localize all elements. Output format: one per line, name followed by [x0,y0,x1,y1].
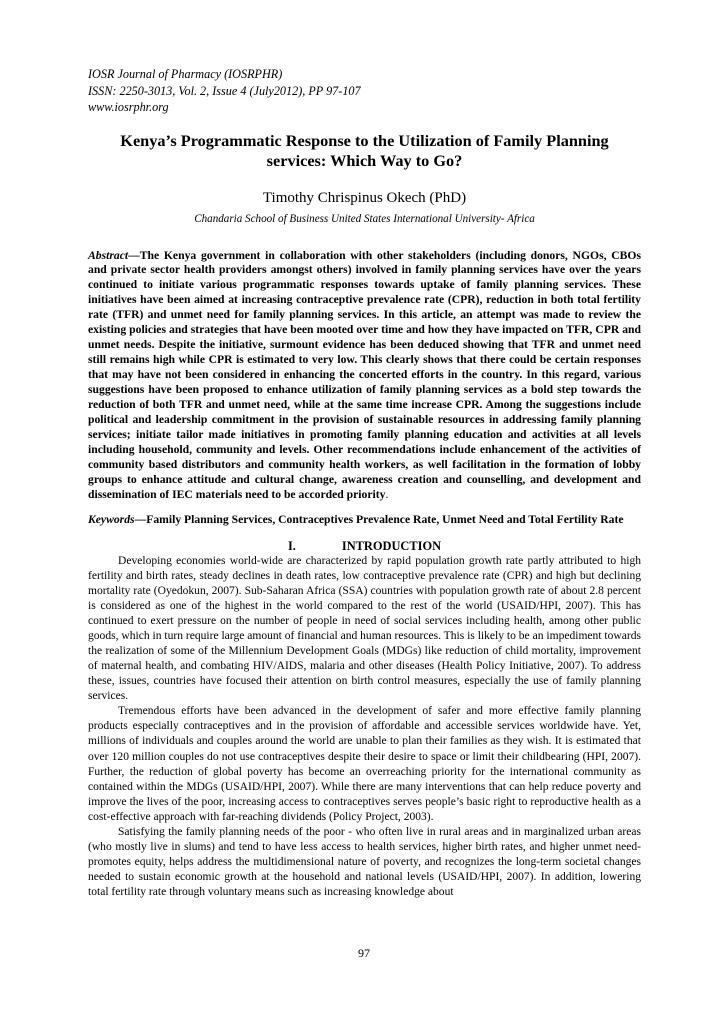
abstract [88,249,641,503]
paper-title: Kenya’s Programmatic Response to the Utilization of Family Planning services: Which Way to Go? [120,130,609,170]
paragraph: Satisfying the family planning needs of the poor - who often live in rural areas and in marginalized urban areas (who mostly live in slums) and tend to have less access to health services, higher birth rates, and higher unmet need-promotes equity, helps address the multidimensional nature of poverty, and recognizes the long-term societal changes needed to sustain economic growth at the household and national levels (USAID/HPI, 2007). In addition, lowering total fertility rate through voluntary means such as increasing knowledge about [88,825,641,898]
paragraph: Developing economies world-wide are characterized by rapid population growth rate partly attributed to high fertility and birth rates, steady declines in death rates, low contraceptive prevalence rate (CPR) and high but declining mortality rate (Oyedokun, 2007). Sub-Saharan Africa (SSA) countries with population growth rate of about 2.8 percent is considered as one of the highest in the world compared to the rest of the world (USAID/HPI, 2007). This has continued to exert pressure on the number of people in need of social services including health, among other public goods, which in turn require large amount of financial and human resources. This is likely to be an impediment towards the realization of some of the Millennium Development Goals (MDGs) like reduction of child mortality, improvement of maternal health, and combating HIV/AIDS, malaria and other diseases (Health Policy Initiative, 2007). To address these, issues, countries have focused their attention on birth control measures, especially the use of family planning services. [88,554,641,703]
journal-url[interactable]: www.iosrphr.org [88,100,169,114]
body-text [88,554,641,900]
author-affiliation: Chandaria School of Business United States International University- Africa [194,212,535,225]
page-number: 97 [358,946,370,960]
journal-issn: ISSN: 2250-3013, Vol. 2, Issue 4 (July2012), PP 97-107 [88,83,361,98]
abstract-label: Abstract [88,248,129,262]
abstract-text: —The Kenya government in collaboration with other stakeholders (including donors, NGOs, CBOs and private sector health providers amongst others) involved in family planning services have over the years continued to initiate various programmatic responses towards uptake of family planning services. These initiatives have been aimed at increasing contraceptive prevalence rate (CPR), reduction in both total fertility rate (TFR) and unmet need for family planning services. In this article, an attempt was made to review the existing policies and strategies that have been mooted over time and how they have impacted on TFR, CPR and unmet needs. Despite the initiative, surmount evidence has been deduced showing that TFR and unmet need still remains high while CPR is estimated to very low. This clearly shows that there could be certain responses that may have not been considered in enhancing the concerted efforts in the country. In this regard, various suggestions have been proposed to enhance utilization of family planning services as a bold step towards the reduction of both TFR and unmet need, while at the same time increase CPR. Among the suggestions include political and leadership commitment in the provision of sustainable resources in addressing family planning services; initiate tailor made initiatives in promoting family planning education and activities at all levels including household, community and levels. Other recommendations include enhancement of the activities of community based distributors and community health workers, as well facilitation in the formation of lobby groups to enhance attitude and cultural change, awareness creation and counselling, and development and dissemination of IEC materials need to be accorded priority [88,248,641,501]
author-name: Timothy Chrispinus Okech (PhD) [262,189,467,206]
journal-name: IOSR Journal of Pharmacy (IOSRPHR) [88,67,283,81]
abstract-end: . [385,487,389,501]
keywords [88,512,641,527]
article-page [88,66,641,900]
journal-header [88,66,641,116]
keywords-label: Keywords [88,512,135,526]
section-number: I. [287,538,296,553]
keywords-text: —Family Planning Services, Contraceptives Prevalence Rate, Unmet Need and Total Fertility Rate [134,512,624,526]
section-heading [88,538,641,554]
section-title: INTRODUCTION [341,538,442,553]
paragraph: Tremendous efforts have been advanced in the development of safer and more effective family planning products especially contraceptives and in the provision of affordable and accessible services worldwide have. Yet, millions of individuals and couples around the world are unable to plan their families as they wish. It is estimated that over 120 million couples do not use contraceptives despite their desire to space or limit their childbearing (HPI, 2007). Further, the reduction of global poverty has become an overreaching priority for the international community as contained within the MDGs (USAID/HPI, 2007). While there are many interventions that can help reduce poverty and improve the lives of the poor, increasing access to contraceptives serves people’s basic right to reproductive health as a cost-effective approach with far-reaching dividends (Policy Project, 2003). [88,705,641,823]
